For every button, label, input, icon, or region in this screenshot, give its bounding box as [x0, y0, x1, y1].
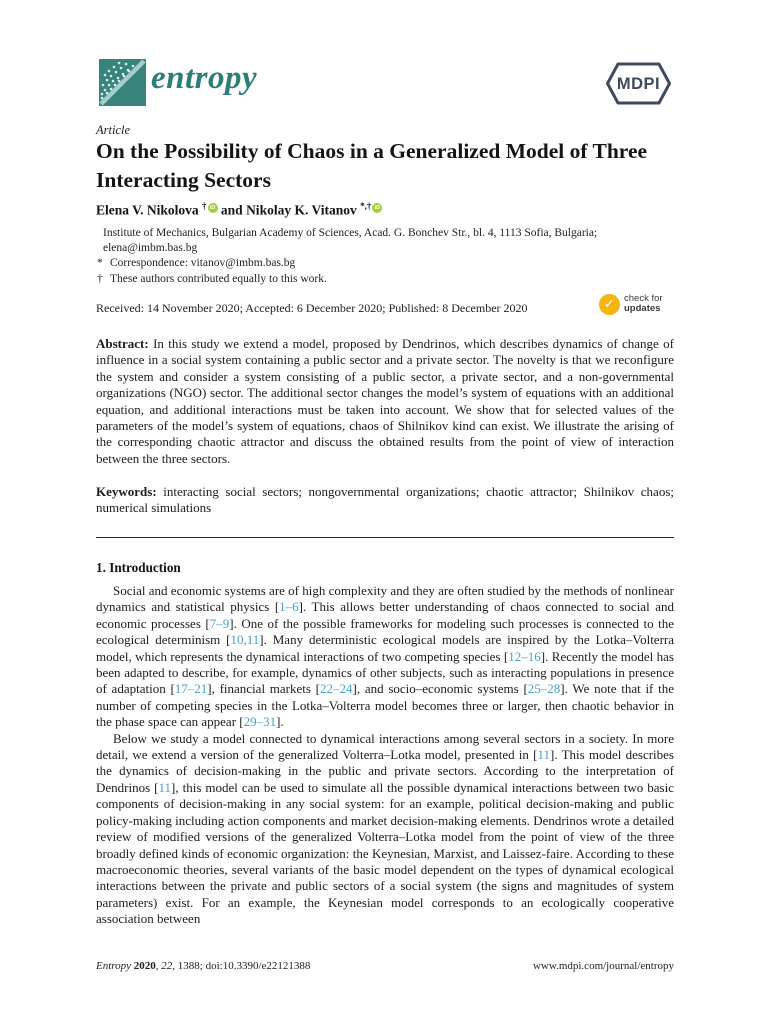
text-segment: Entropy — [96, 960, 132, 972]
intro-paragraph-1 — [96, 583, 674, 731]
dates-line: Received: 14 November 2020; Accepted: 6 December 2020; Published: 8 December 2020 — [96, 301, 528, 315]
abstract-text: In this study we extend a model, proposed by Dendrinos, which describes dynamics of change of influence in a social system containing a public sector and a private sector. The novelty is that we reconfigure the system and consider a system consisting of a public sector, a private sector, and a non-governmental organizations (NGO) sector. The additional sector changes the model’s system of equations with an additional equation, and additional interactions must be taken into account. We show that for selected values of the parameters of the model’s system of equations, chaos of Shilnikov kind can exist. We illustrate the arising of the corresponding chaotic attractor and discuss the obtained results from the point of view of interaction between the three sectors. — [96, 336, 674, 466]
abstract-label: Abstract: — [96, 336, 149, 351]
text-segment: ]. This allows better understanding of chaos connected to social and economic processes [ — [96, 599, 674, 631]
citation-link[interactable]: 11 — [537, 747, 550, 763]
correspondence-marker: * — [97, 257, 103, 270]
text-segment: ]. Many deterministic ecological models are inspired by the Lotka–Volterra model, which represents the dynamical interactions of two competing species [ — [96, 632, 675, 664]
mdpi-logo[interactable] — [605, 62, 672, 105]
check-badge-line2: updates — [624, 303, 661, 314]
text-segment: ]. Recently the model has been adapted to describe, for example, dynamics of other subjects, such as interacting populations in presence of adaptation [ — [96, 648, 674, 697]
citation-link[interactable]: 11 — [158, 779, 172, 795]
keywords — [96, 484, 674, 517]
citation-link[interactable]: 7–9 — [209, 615, 230, 631]
footer-journal-url[interactable]: www.mdpi.com/journal/entropy — [532, 960, 674, 972]
text-segment: Social and economic systems are of high complexity and they are often studied by the methods of nonlinear dynamics and statistical physics [ — [96, 583, 674, 615]
citation-link[interactable]: 22–24 — [320, 681, 353, 697]
citation-link[interactable]: 29–31 — [243, 714, 277, 730]
citation-link[interactable]: 1–6 — [279, 599, 299, 615]
keywords-label: Keywords: — [96, 484, 157, 499]
divider-rule — [96, 537, 674, 538]
text-segment: ], this model can be used to simulate all the possible dynamical interactions between two basic components of decision-making in any social system: for an example, political decision-making and public policy-making including action components and market decision-making elements. Dendrinos wrote a detailed review of modified versions of the generalized Volterra–Lotka model from the point of view of the three broadly defined kinds of economic organization: the Keynesian, Marxist, and Laissez-faire. According to these macroeconomic theories, several variants of the basic model dependent on the types of dynamical ecological interactions between the private and public sectors of a social system (the signs and magnitudes of system parameters) exist. For an example, the Keynesian model corresponds to an ecologically cooperative association between — [96, 779, 674, 927]
citation-link[interactable]: 10,11 — [230, 632, 260, 648]
check-badge-line1: check for — [624, 292, 663, 304]
authors-line — [96, 201, 382, 219]
author-name-2: Nikolay K. Vitanov — [246, 202, 361, 218]
text-segment: 22 — [161, 960, 173, 972]
author-marks-1: † — [202, 201, 207, 211]
correspondence-line — [96, 256, 674, 271]
section-heading-introduction: 1. Introduction — [96, 560, 181, 575]
affiliation-institute: Institute of Mechanics, Bulgarian Academy of Sciences, Acad. G. Bonchev Str., bl. 4, 1113 Sofia, Bulgaria; elena@imbm.bas.bg — [103, 227, 598, 255]
entropy-logo-icon — [99, 59, 146, 106]
text-segment: , — [155, 960, 162, 972]
paper-title: On the Possibility of Chaos in a Generalized Model of Three Interacting Sectors — [96, 139, 648, 192]
orcid-letters: iD — [209, 205, 216, 211]
contribution-line — [96, 272, 674, 287]
text-segment: ]. One of the possible frameworks for modeling such processes is connected to the ecological determinism [ — [96, 615, 674, 648]
citation-link[interactable]: 12–16 — [508, 648, 541, 664]
abstract — [96, 336, 674, 467]
journal-wordmark: entropy — [151, 60, 258, 96]
article-type-label: Article — [96, 123, 131, 137]
text-segment: ]. This model describes the dynamics of decision-making in the public and private sectors. According to the interpretation of Dendrinos [ — [96, 747, 674, 795]
contribution-text: These authors contributed equally to this work. — [110, 272, 327, 285]
check-badge-label — [624, 294, 663, 315]
keywords-text: interacting social sectors; nongovernmental organizations; chaotic attractor; Shilnikov chaos; numerical simulations — [96, 484, 674, 516]
author-name-1: Elena V. Nikolova — [96, 202, 203, 218]
correspondence-text: Correspondence: vitanov@imbm.bas.bg — [110, 257, 296, 270]
affiliation-block — [96, 226, 674, 287]
citation-link[interactable]: 25–28 — [527, 681, 561, 697]
text-segment: ], and socio–economic systems [ — [352, 681, 528, 697]
orcid-letters: iD — [374, 205, 381, 211]
authors-joiner: and — [217, 202, 247, 218]
orcid-icon[interactable] — [372, 203, 382, 213]
text-segment: Below we study a model connected to dynamical interactions among several sectors in a society. In more detail, we extend a version of the generalized Volterra–Lotka model, presented in [ — [96, 730, 674, 763]
text-segment: ]. — [276, 714, 284, 730]
citation-link[interactable]: 17–21 — [174, 681, 208, 697]
orcid-icon[interactable] — [208, 203, 218, 213]
text-segment: 2020 — [133, 960, 156, 972]
footer-citation — [96, 960, 310, 972]
text-segment: ], financial markets [ — [207, 681, 321, 697]
page-footer — [96, 960, 674, 972]
intro-paragraph-2 — [96, 731, 674, 928]
check-for-updates-badge[interactable] — [599, 291, 677, 317]
contribution-marker: † — [97, 272, 103, 285]
mdpi-logo-text: MDPI — [616, 74, 661, 93]
introduction-body — [96, 583, 674, 928]
text-segment: ]. We note that if the number of competing species in the Lotka–Volterra model becomes three or larger, then chaotic behavior in the phase space can appear [ — [96, 681, 675, 730]
text-segment: , 1388; doi:10.3390/e22121388 — [172, 960, 311, 972]
author-marks-2: *,† — [360, 201, 372, 211]
checkmark-icon: ✓ — [599, 294, 620, 315]
